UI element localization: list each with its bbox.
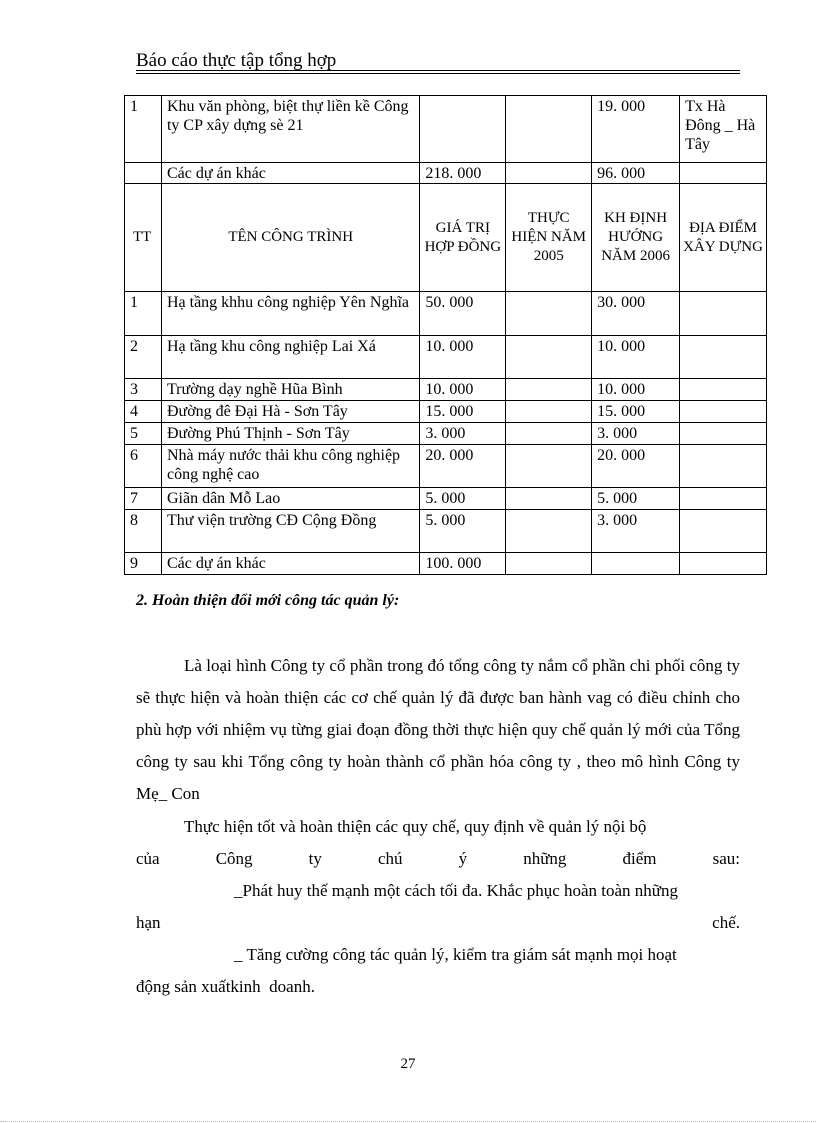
word: những <box>523 849 567 868</box>
cell-plan: 15. 000 <box>592 401 680 423</box>
cell-name: Các dự án khác <box>161 163 419 184</box>
cell-plan: 10. 000 <box>592 379 680 401</box>
cell-location: Tx Hà Đông _ Hà Tây <box>680 96 767 163</box>
bullet-strengths-line2 <box>136 913 740 933</box>
table-row <box>125 336 767 379</box>
cell-tt: 5 <box>125 423 162 445</box>
header-contract: GIÁ TRỊ HỢP ĐỒNG <box>420 184 506 292</box>
section-title: 2. Hoàn thiện đổi mới công tác quản lý: <box>136 592 400 609</box>
header-title: Báo cáo thực tập tổng hợp <box>136 50 337 71</box>
cell-done <box>506 488 592 510</box>
cell-plan: 19. 000 <box>592 96 680 163</box>
header-plan: KH ĐỊNH HƯỚNG NĂM 2006 <box>592 184 680 292</box>
cell-location <box>680 401 767 423</box>
word: hạn <box>136 913 161 932</box>
cell-name: Các dự án khác <box>161 553 419 575</box>
header-tt: TT <box>125 184 162 292</box>
cell-plan: 3. 000 <box>592 423 680 445</box>
cell-name: Giãn dân Mỗ Lao <box>161 488 419 510</box>
cell-contract: 10. 000 <box>420 379 506 401</box>
cell-contract: 5. 000 <box>420 510 506 553</box>
cell-tt: 7 <box>125 488 162 510</box>
cell-done <box>506 510 592 553</box>
word: điểm <box>622 849 657 868</box>
cell-location <box>680 445 767 488</box>
cell-tt: 1 <box>125 292 162 336</box>
cell-contract: 3. 000 <box>420 423 506 445</box>
header-location: ĐỊA ĐIỂM XÂY DỰNG <box>680 184 767 292</box>
cell-location <box>680 488 767 510</box>
projects-table <box>124 95 767 575</box>
cell-plan: 30. 000 <box>592 292 680 336</box>
cell-location <box>680 423 767 445</box>
table-row <box>125 553 767 575</box>
cell-tt: 3 <box>125 379 162 401</box>
cell-plan: 20. 000 <box>592 445 680 488</box>
table-row <box>125 423 767 445</box>
cell-plan: 5. 000 <box>592 488 680 510</box>
header-rule-secondary <box>136 73 740 74</box>
word: ty <box>308 849 322 868</box>
paragraph-internal-rules: Thực hiện tốt và hoàn thiện các quy chế, quy định về quản lý nội bộ <box>184 817 647 836</box>
cell-name: Hạ tầng khu công nghiệp Lai Xá <box>161 336 419 379</box>
cell-contract: 100. 000 <box>420 553 506 575</box>
cell-contract: 20. 000 <box>420 445 506 488</box>
cell-plan: 96. 000 <box>592 163 680 184</box>
table-row <box>125 292 767 336</box>
bullet-strengths-line1: _Phát huy thế mạnh một cách tối đa. Khắc phục hoàn toàn những <box>234 881 679 900</box>
cell-location <box>680 163 767 184</box>
word: sau: <box>712 849 740 868</box>
paragraph-structure: Là loại hình Công ty cổ phần trong đó tổng công ty nắm cổ phần chi phối công ty sẽ thực hiện và hoàn thiện các cơ chế quản lý đã được ban hành vag có điều chỉnh cho phù hợp với nhiệm vụ từng giai đoạn đồng thời thực hiện quy chế quản lý mới của Tổng công ty sau khi Tổng công ty hoàn thành cổ phần hóa công ty , theo mô hình Công ty Mẹ_ Con <box>136 656 740 803</box>
cell-done <box>506 401 592 423</box>
cell-done <box>506 445 592 488</box>
cell-name: Khu văn phòng, biệt thự liền kề Công ty CP xây dựng sè 21 <box>161 96 419 163</box>
table-row <box>125 488 767 510</box>
table-row <box>125 401 767 423</box>
cell-name: Trường dạy nghề Hũa Bình <box>161 379 419 401</box>
word: chú <box>377 849 403 868</box>
cell-tt: 1 <box>125 96 162 163</box>
table-row <box>125 445 767 488</box>
word: chế. <box>712 913 740 932</box>
cell-tt: 6 <box>125 445 162 488</box>
cell-done <box>506 423 592 445</box>
header-rule <box>136 70 740 71</box>
bullet-management-line1: _ Tăng cường công tác quản lý, kiểm tra giám sát mạnh mọi hoạt <box>234 945 677 964</box>
cell-name: Nhà máy nước thải khu công nghiệp công nghệ cao <box>161 445 419 488</box>
paragraph-spread-line <box>136 849 740 869</box>
cell-done <box>506 379 592 401</box>
cell-name: Hạ tầng khhu công nghiệp Yên Nghĩa <box>161 292 419 336</box>
cell-location <box>680 379 767 401</box>
table-row <box>125 163 767 184</box>
cell-done <box>506 163 592 184</box>
cell-contract: 5. 000 <box>420 488 506 510</box>
bullet-management-line2: động sản xuấtkinh doanh. <box>136 977 315 996</box>
word: của <box>136 849 160 868</box>
cell-location <box>680 553 767 575</box>
table-row <box>125 96 767 163</box>
cell-tt: 4 <box>125 401 162 423</box>
cell-contract <box>420 96 506 163</box>
cell-contract: 218. 000 <box>420 163 506 184</box>
cell-tt: 8 <box>125 510 162 553</box>
cell-plan: 3. 000 <box>592 510 680 553</box>
cell-contract: 15. 000 <box>420 401 506 423</box>
cell-contract: 10. 000 <box>420 336 506 379</box>
cell-contract: 50. 000 <box>420 292 506 336</box>
table-row <box>125 379 767 401</box>
cell-tt: 9 <box>125 553 162 575</box>
cell-name: Đường Phú Thịnh - Sơn Tây <box>161 423 419 445</box>
footer-rule <box>0 1121 816 1122</box>
cell-plan: 10. 000 <box>592 336 680 379</box>
cell-plan <box>592 553 680 575</box>
cell-done <box>506 336 592 379</box>
cell-done <box>506 96 592 163</box>
cell-name: Thư viện trường CĐ Cộng Đồng <box>161 510 419 553</box>
header-done: THỰC HIỆN NĂM 2005 <box>506 184 592 292</box>
table-row <box>125 510 767 553</box>
cell-location <box>680 336 767 379</box>
cell-tt <box>125 163 162 184</box>
word: Công <box>215 849 253 868</box>
header-name: TÊN CÔNG TRÌNH <box>161 184 419 292</box>
cell-done <box>506 292 592 336</box>
cell-location <box>680 292 767 336</box>
word: ý <box>458 849 468 868</box>
table-header-row <box>125 184 767 292</box>
cell-tt: 2 <box>125 336 162 379</box>
page-number: 27 <box>400 1056 416 1072</box>
cell-location <box>680 510 767 553</box>
cell-name: Đường đê Đại Hà - Sơn Tây <box>161 401 419 423</box>
cell-done <box>506 553 592 575</box>
